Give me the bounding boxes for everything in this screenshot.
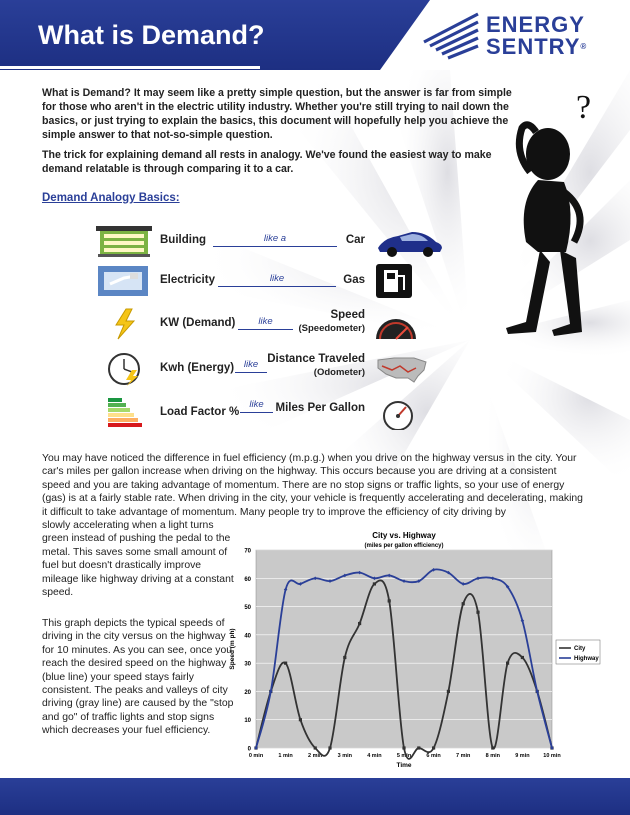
chart-point-city xyxy=(476,611,479,614)
chart-y-tick-label: 60 xyxy=(244,576,251,583)
chart-point-city xyxy=(299,718,302,721)
section-heading-analogy: Demand Analogy Basics: xyxy=(42,192,180,204)
analogy-connector: like xyxy=(269,273,285,284)
analogy-connector: like xyxy=(249,399,264,410)
chart-x-tick-label: 7 min xyxy=(456,753,471,759)
analogy-right-term: Car xyxy=(345,234,365,246)
analogy-connector: like xyxy=(258,316,273,327)
analogy-row xyxy=(0,394,630,432)
chart-title: City vs. Highway xyxy=(372,531,436,540)
chart-x-tick-label: 3 min xyxy=(337,753,352,759)
chart-point-city xyxy=(358,622,361,625)
chart-y-tick-label: 70 xyxy=(244,548,251,555)
analogy-left-term: Building xyxy=(160,234,206,246)
chart-x-tick-label: 2 min xyxy=(308,753,323,759)
question-mark-text: ? xyxy=(576,92,592,126)
gas-pump-icon xyxy=(376,264,412,298)
chart-point-city xyxy=(388,599,391,602)
chart-point-city xyxy=(462,602,465,605)
analogy-connector-line xyxy=(240,399,273,413)
logo-swoosh-icon xyxy=(422,12,480,62)
lightning-bolt-icon xyxy=(96,307,152,341)
chart-y-tick-label: 0 xyxy=(247,746,251,753)
speedometer-icon xyxy=(374,307,418,341)
chart-point-city xyxy=(447,690,450,693)
chart-x-tick-label: 6 min xyxy=(426,753,441,759)
chart-point-city xyxy=(402,746,405,749)
analogy-connector: like a xyxy=(263,233,287,244)
chart-x-tick-label: 10 min xyxy=(543,753,561,759)
body-paragraph-continued: slowly accelerating when a light turns green instead of pushing the pedal to the metal. This saves some small amount of fuel but doesn't drastically improve mileage like highway driving at a constant speed. xyxy=(42,520,234,599)
chart-x-tick-label: 5 min xyxy=(396,753,412,759)
analogy-left-term: Load Factor % xyxy=(160,406,240,418)
chart-point-city xyxy=(314,746,317,749)
chart-y-tick-label: 30 xyxy=(244,661,251,668)
chart-x-tick-label: 4 min xyxy=(367,753,382,759)
chart-x-tick-label: 9 min xyxy=(515,753,530,759)
chart-point-city xyxy=(328,746,331,749)
energy-sentry-logo xyxy=(422,10,612,65)
chart-legend-label: City xyxy=(574,646,586,653)
chart-point-city xyxy=(373,582,376,585)
chart-x-tick-label: 8 min xyxy=(485,753,500,759)
chart-point-city xyxy=(417,746,420,749)
analogy-connector-line xyxy=(235,359,267,373)
car-icon xyxy=(374,224,444,258)
chart-point-city xyxy=(491,746,494,749)
energy-rating-icon xyxy=(96,396,152,430)
page-title: What is Demand? xyxy=(38,20,265,50)
chart-subtitle: (miles per gallon efficiency) xyxy=(364,543,444,549)
analogy-row xyxy=(0,305,630,343)
chart-y-tick-label: 40 xyxy=(244,633,251,640)
analogy-left-term: KW (Demand) xyxy=(160,317,236,329)
chart-y-axis-label: Speed (m ph) xyxy=(229,628,236,670)
chart-x-tick-label: 0 min xyxy=(248,753,264,759)
chart-x-axis-label: Time xyxy=(396,762,412,769)
clock-bolt-icon xyxy=(96,352,152,386)
city-vs-highway-chart xyxy=(226,528,606,778)
analogy-right-subterm: (Speedometer) xyxy=(298,323,365,334)
analogy-connector: like xyxy=(243,359,259,370)
chart-point-city xyxy=(284,662,287,665)
logo-text-sentry: SENTRY® xyxy=(486,34,588,59)
chart-point-city xyxy=(343,656,346,659)
analogy-row xyxy=(0,350,630,388)
fuel-gauge-icon xyxy=(378,396,418,430)
us-map-icon xyxy=(374,352,430,386)
footer-banner xyxy=(0,778,630,815)
analogy-right-subterm: (Odometer) xyxy=(313,367,365,378)
analogy-left-term: Electricity xyxy=(160,274,215,286)
analogy-left-term: Kwh (Energy) xyxy=(160,362,235,374)
analogy-right-term: Miles Per Gallon xyxy=(275,402,365,414)
building-icon xyxy=(96,224,152,258)
title-underline xyxy=(0,66,260,69)
analogy-row xyxy=(0,262,630,300)
analogy-right-term: Speed xyxy=(330,309,365,321)
chart-point-city xyxy=(432,746,435,749)
chart-point-city xyxy=(506,662,509,665)
chart-point-city xyxy=(521,656,524,659)
analogy-connector-line xyxy=(218,273,336,287)
body-paragraph-fuel-efficiency: You may have noticed the difference in fuel efficiency (m.p.g.) when you drive on the highway versus in the city. Your car's miles per gallon increase when driving on the highway. This occurs because you are driving at a consistent speed and you are taking advantage of momentum. There are no stop signs or traffic lights, so your use of energy (gas) is at a fairly stable rate. When driving in the city, your vehicle is frequently accelerating and decelerating, making it difficult to take advantage of momentum. Many people try to improve the efficiency of city driving by xyxy=(42,453,583,518)
chart-y-tick-label: 10 xyxy=(244,718,251,725)
analogy-row xyxy=(0,222,630,260)
chart-legend-label: Highway xyxy=(574,656,599,663)
chart-y-tick-label: 50 xyxy=(244,605,251,612)
analogy-connector-line xyxy=(238,316,293,330)
body-paragraph-graph-explanation: This graph depicts the typical speeds of driving in the city versus on the highway for 10 minutes. As you can see, once you reach the desired speed on the highway (blue line) your speed stays fairly consistent. The peaks and valleys of city driving (gray line) are caused by the "stop and go" of traffic lights and stop signs which decreases your fuel efficiency. xyxy=(42,618,234,737)
analogy-right-term: Gas xyxy=(343,274,365,286)
chart-x-tick-label: 1 min xyxy=(278,753,293,759)
analogy-right-term: Distance Traveled xyxy=(267,353,365,365)
analogy-connector-line xyxy=(213,233,337,247)
electric-plug-icon xyxy=(96,264,152,298)
intro-paragraph-1: What is Demand? It may seem like a pretty simple question, but the answer is far from simple for those who aren't in the electric utility industry. Whether you're still trying to nail down the basics, or just trying to explain the basics, this document will hopefully help you achieve the simple answer to that not-so-simple question. xyxy=(42,87,512,141)
logo-text-energy: ENERGY xyxy=(486,12,585,37)
intro-paragraph-2: The trick for explaining demand all rests in analogy. We've found the easiest way to make demand relatable is through comparing it to a car. xyxy=(42,149,492,175)
chart-y-tick-label: 20 xyxy=(244,689,251,696)
